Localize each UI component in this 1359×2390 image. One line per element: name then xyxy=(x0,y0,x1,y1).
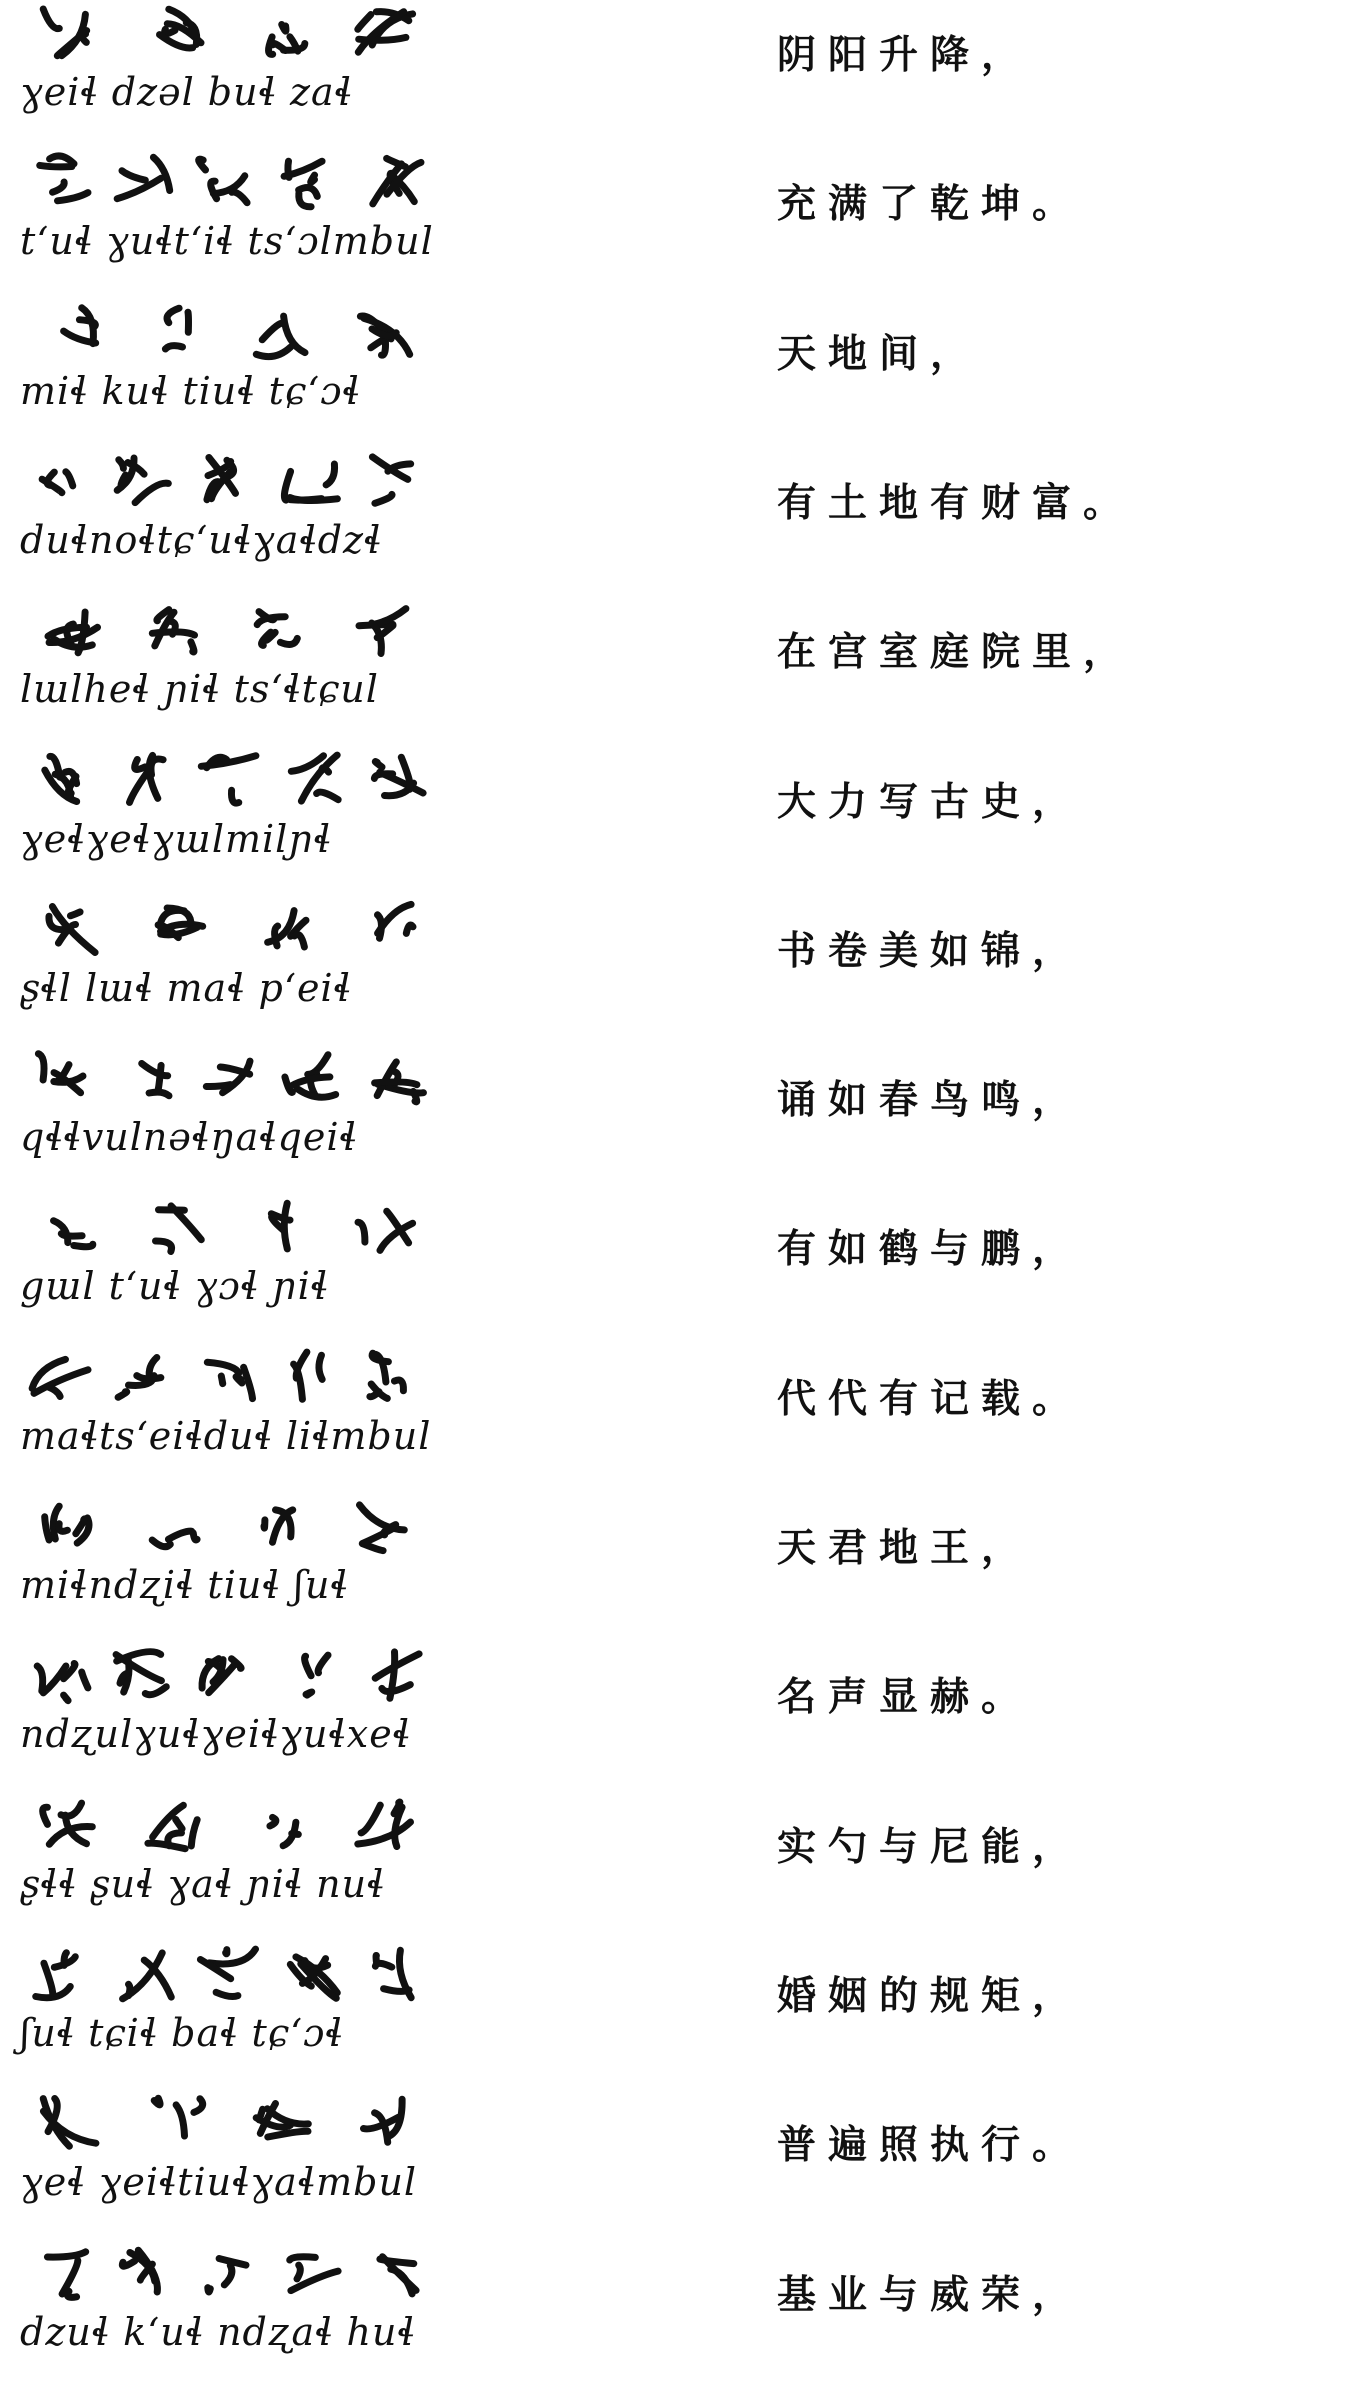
romanization-text: dzuɬ kʻuɬ ndʐaɬ huɬ xyxy=(20,2310,416,2354)
chinese-translation: 有如鹤与鹏， xyxy=(777,1227,1084,1272)
brush-glyphs-svg xyxy=(18,1642,438,1712)
yi-script-glyphs xyxy=(18,1344,438,1414)
romanization-text: miɬ kuɬ tiuɬ tɕʻɔɬ xyxy=(20,369,361,413)
chinese-translation: 阴阳升降， xyxy=(777,33,1033,78)
chinese-translation: 书卷美如锦， xyxy=(777,929,1084,974)
verse-row xyxy=(0,0,1359,150)
verse-row xyxy=(0,1194,1359,1344)
yi-script-glyphs xyxy=(18,149,438,219)
brush-glyphs-svg xyxy=(18,1194,438,1264)
verse-row xyxy=(0,747,1359,897)
yi-script-glyphs xyxy=(18,2240,438,2310)
chinese-translation: 婚姻的规矩， xyxy=(777,1974,1084,2019)
chinese-translation: 诵如春鸟鸣， xyxy=(777,1078,1084,1123)
brush-glyphs-svg xyxy=(18,1941,438,2011)
yi-script-glyphs xyxy=(18,597,438,667)
chinese-translation: 大力写古史， xyxy=(777,780,1084,825)
romanization-text: ʂɬl lɯɬ maɬ pʻeiɬ xyxy=(20,966,352,1010)
verse-row xyxy=(0,149,1359,299)
yi-script-block xyxy=(18,1642,438,1787)
yi-script-block xyxy=(18,1792,438,1937)
romanization-text: ʂɬɬ ʂuɬ ɣaɬ ɲiɬ nuɬ xyxy=(20,1862,386,1906)
yi-script-glyphs xyxy=(18,1792,438,1862)
romanization-text: ʃuɬ tɕiɬ baɬ tɕʻɔɬ xyxy=(20,2011,344,2055)
chinese-translation: 有土地有财富。 xyxy=(777,481,1135,526)
yi-script-glyphs xyxy=(18,448,438,518)
romanization-text: duɬnoɬtɕʻuɬɣaɬdzɬ xyxy=(20,518,383,562)
verse-row xyxy=(0,597,1359,747)
yi-script-glyphs xyxy=(18,747,438,817)
yi-script-block xyxy=(18,1045,438,1190)
verse-row xyxy=(0,448,1359,598)
yi-script-block xyxy=(18,149,438,294)
verse-row xyxy=(0,896,1359,1046)
chinese-translation: 基业与威荣， xyxy=(777,2273,1084,2318)
romanization-text: ɣeɬɣeɬɣɯlmilɲɬ xyxy=(20,817,333,861)
yi-script-glyphs xyxy=(18,1941,438,2011)
brush-glyphs-svg xyxy=(18,0,438,70)
chinese-translation: 代代有记载。 xyxy=(777,1377,1084,1422)
chinese-translation: 天君地王， xyxy=(777,1526,1033,1571)
verse-row xyxy=(0,2240,1359,2390)
yi-script-block xyxy=(18,597,438,742)
brush-glyphs-svg xyxy=(18,2090,438,2160)
romanization-text: ɣeɬ ɣeiɬtiuɬɣaɬmbul xyxy=(20,2160,418,2204)
yi-script-block xyxy=(18,0,438,145)
romanization-text: lɯlheɬ ɲiɬ tsʻɬtɕul xyxy=(20,667,379,711)
yi-script-glyphs xyxy=(18,1642,438,1712)
chinese-translation: 充满了乾坤。 xyxy=(777,182,1084,227)
romanization-text: tʻuɬ ɣuɬtʻiɬ tsʻɔlmbul xyxy=(20,219,434,263)
verse-row xyxy=(0,1045,1359,1195)
verse-row xyxy=(0,299,1359,449)
yi-script-block xyxy=(18,896,438,1041)
verse-row xyxy=(0,1493,1359,1643)
yi-script-block xyxy=(18,299,438,444)
brush-glyphs-svg xyxy=(18,1493,438,1563)
yi-script-block xyxy=(18,1194,438,1339)
brush-glyphs-svg xyxy=(18,896,438,966)
chinese-translation: 在宫室庭院里， xyxy=(777,630,1135,675)
yi-script-glyphs xyxy=(18,1194,438,1264)
yi-script-glyphs xyxy=(18,2090,438,2160)
yi-script-block xyxy=(18,2240,438,2385)
yi-script-block xyxy=(18,2090,438,2235)
romanization-text: qɬɬvulnəɬŋaɬqeiɬ xyxy=(20,1115,358,1159)
romanization-text: ndʐulɣuɬɣeiɬɣuɬxeɬ xyxy=(20,1712,411,1756)
brush-glyphs-svg xyxy=(18,747,438,817)
verse-row xyxy=(0,1792,1359,1942)
brush-glyphs-svg xyxy=(18,1045,438,1115)
brush-glyphs-svg xyxy=(18,2240,438,2310)
yi-script-glyphs xyxy=(18,1493,438,1563)
yi-script-glyphs xyxy=(18,896,438,966)
brush-glyphs-svg xyxy=(18,1344,438,1414)
brush-glyphs-svg xyxy=(18,149,438,219)
yi-script-glyphs xyxy=(18,1045,438,1115)
brush-glyphs-svg xyxy=(18,448,438,518)
yi-script-block xyxy=(18,1344,438,1489)
yi-script-block xyxy=(18,448,438,593)
brush-glyphs-svg xyxy=(18,299,438,369)
brush-glyphs-svg xyxy=(18,597,438,667)
verse-row xyxy=(0,2090,1359,2240)
chinese-translation: 普遍照执行。 xyxy=(777,2123,1084,2168)
chinese-translation: 实勺与尼能， xyxy=(777,1825,1084,1870)
brush-glyphs-svg xyxy=(18,1792,438,1862)
romanization-text: miɬndʐiɬ tiuɬ ʃuɬ xyxy=(20,1563,349,1607)
verse-row xyxy=(0,1941,1359,2091)
verse-row xyxy=(0,1344,1359,1494)
yi-script-glyphs xyxy=(18,0,438,70)
romanization-text: gɯl tʻuɬ ɣɔɬ ɲiɬ xyxy=(20,1264,329,1308)
yi-script-glyphs xyxy=(18,299,438,369)
yi-script-block xyxy=(18,1493,438,1638)
verse-row xyxy=(0,1642,1359,1792)
chinese-translation: 天地间， xyxy=(777,332,982,377)
yi-script-block xyxy=(18,747,438,892)
romanization-text: ɣeiɬ dzəl buɬ zaɬ xyxy=(20,70,353,114)
chinese-translation: 名声显赫。 xyxy=(777,1675,1033,1720)
yi-script-block xyxy=(18,1941,438,2086)
romanization-text: maɬtsʻeiɬduɬ liɬmbul xyxy=(20,1414,432,1458)
